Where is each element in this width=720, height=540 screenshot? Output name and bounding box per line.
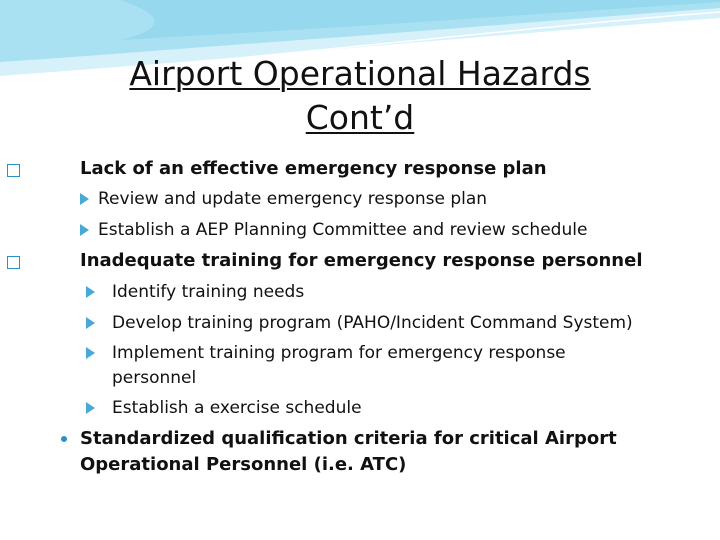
sub-bullet-item: Establish a AEP Planning Committee and review schedule	[98, 220, 588, 240]
sub-bullet-item: Review and update emergency response plan	[98, 189, 488, 209]
dot-bullet-icon	[61, 436, 67, 442]
bullet-item: Inadequate training for emergency response personnel	[80, 250, 643, 271]
arrow-bullet-icon	[80, 224, 89, 236]
arrow-bullet-icon	[86, 286, 95, 298]
sub-bullet-item: Establish a exercise schedule	[112, 398, 362, 418]
bullet-item: Standardized qualification criteria for critical Airport	[80, 428, 617, 449]
arrow-bullet-icon	[86, 402, 95, 414]
bullet-item-continuation: Operational Personnel (i.e. ATC)	[80, 454, 407, 475]
sub-bullet-item-continuation: personnel	[112, 368, 197, 388]
sub-bullet-item: Implement training program for emergency response	[112, 343, 566, 363]
slide-title-line-2: Cont’d	[305, 98, 415, 137]
square-bullet-icon	[7, 164, 20, 177]
arrow-bullet-icon	[80, 193, 89, 205]
square-bullet-icon	[7, 256, 20, 269]
sub-bullet-item: Identify training needs	[112, 282, 305, 302]
sub-bullet-item: Develop training program (PAHO/Incident Command System)	[112, 313, 633, 333]
bullet-item: Lack of an effective emergency response plan	[80, 158, 547, 179]
arrow-bullet-icon	[86, 317, 95, 329]
arrow-bullet-icon	[86, 347, 95, 359]
slide-title-line-1: Airport Operational Hazards	[129, 54, 591, 93]
